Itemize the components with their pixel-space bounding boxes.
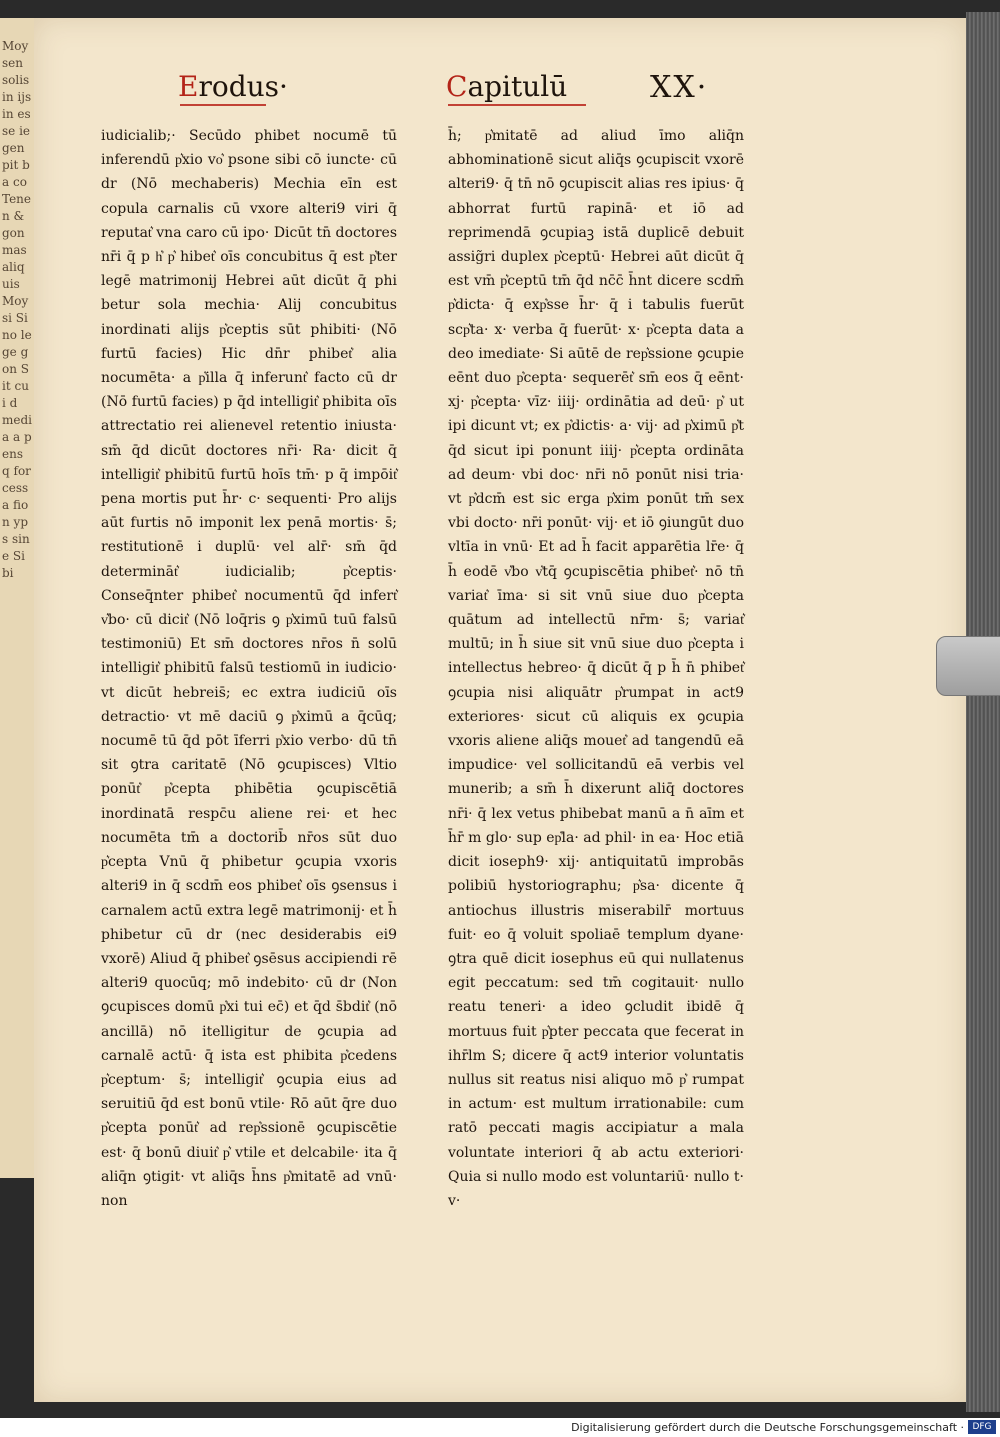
page-edges — [966, 12, 1000, 1412]
left-page-text: Moysen solis in ijs in esse iegen pit ba co Tenen & gon mas aliquis Moysi Sino lege gon Sit cui d media a pens q for cessa fion yps sine Sibi — [2, 39, 32, 580]
right-text-column: h̄; p͛mitatē ad aliud īmo aliq̄n abhominationē sicut aliq̄s ꝯcupiscit vxorē alteri9· q̄ tn̄ nō ꝯcupiscit alias res ipius· q̄ abhorrat furtū rapinā· et iō ad reprimendā ꝯcupiaꝫ istā duplicē debuit assig̃ri duplex p͛ceptū· Hebrei aūt dicūt q̄ est vm̄ p͛ceptū tm̄ q̄d nc̄c̄ h̄nt dicere scdm̄ p͛dicta· q̄ exp͛sse h̄r· q̄ i tabulis fuerūt scp͛ta· x· verba q̄ fuerūt· x· p͛cepta data a deo imediate· Si aūtē de rep͛ssione ꝯcupie eēnt duo p͛cepta· sequerēt͛ sm̄ eos q̄ eēnt· xj· p͛cepta· vīz· iiij· ordinātia ad deū· p͛ ut ipi dicunt vt; ex p͛dictis· a· vij· ad p͛ximū p͛t q̄d sicut ipi ponunt iiij· p͛cepta ordināta ad deum· vbi doc· nr̄i nō ponūt nisi tria· vt p͛dcm̄ est sic erga p͛xim ponūt tm̄ sex vbi docto· nr̄i ponūt· vij· et iō ꝯiungūt duo vltīa in vnū· Et ad h̄ facit apparētia lr̄e· q̄ h̄ eodē v͛bo v͛tq̄ ꝯcupiscētia phibet͛· nō tn̄ variat͛ īma· si sit vnū siue duo p͛cepta quātum ad intellectū nr̄m· s̄; variat͛ multū; in h̄ siue sit vnū siue duo p͛cepta i intellectus hebreo· q̄ dicūt q̄ p h̄ n̄ phibet͛ ꝯcupia nisi aliquātr p͛rumpat in act9 exteriores· sicut cū aliquis ex ꝯcupia vxoris aliene aliq̄s mouet͛ ad tangendū eā impudice· vel sollicitandū eā verbis vel munerib; a sm̄ h̄ dixerunt aliq̄ doctores nr̄i· q̄ lex vetus phibebat manū a n̄ aīm et h̄r̄ m glo· sup ep͛la· ad phil· in ea· Hoc etiā dicit ioseph9· xij· antiquitatū improbās polibiū hystoriographu; p͛sa· dicente q̄ antiochus illustris miserabilr̄ mortuus fuit· eo q̄ voluit spoliaē templum dyane· ꝯtra quē dicit iosephus eū qui nullatenus egit peccatum: sed tm̄ cogitauit· nullo reatu teneri· a ideo ꝯcludit ibidē q̄ mortuus fuit p͛pter peccata que fecerat in ihr̄lm S; dicere q̄ act9 interior voluntatis nullus sit reatus nisi aliquo mō p͛ rumpat in actum· est multum irrationabile: cum ratō peccati magis accipiatur a mala voluntate interiori q̄ ab actu exteriori· Quia si nullo modo est voluntariū· nullo t· v· — [448, 128, 745, 1209]
funding-credit: Digitalisierung gefördert durch die Deutsche Forschungsgemeinschaft · — [571, 1421, 964, 1434]
book-clasp — [936, 636, 1000, 696]
chapter-number: XX· — [650, 70, 709, 105]
footer-bar — [0, 1418, 1000, 1437]
running-head-capitulum: Capitulū — [446, 70, 568, 103]
left-page-fragment — [0, 18, 36, 1178]
dfg-logo: DFG — [968, 1420, 996, 1434]
left-text-column: iudicialib;· Secūdo phibet nocumē tū inferendū p͛xio vo͛ psone sibi cō iuncte· cū dr (Nō mechaberis) Mechia eīn est copula carnalis cū vxore alteri9 viri q̄ reputat͛ vna caro cū ipo· Dicūt tn̄ doctores nr̄i q̄ p h͛ p͛ hibet͛ oīs concubitus q̄ est p͛ter legē matrimonij Hebrei aūt dicūt q̄ phi betur sola mechia· Alij concubitus inordinati alijs p͛ceptis sūt phibiti· (Nō furtū facies) Hic dn̄r phibet͛ alia nocumēta· a p͛illa q̄ inferunt͛ facto cū dr (Nō furtū facies) p q̄d intelligit͛ phibita oīs attrectatio rei alienevel retentio iniusta· sm̄ q̄d dicūt doctores nr̄i· Ra· dicit q̄ intelligit͛ phibitū furtū hoīs tm̄· p q̄ impōit͛ pena mortis put h̄r· c· sequenti· Pro alijs aūt furtis nō imponit lex penā mortis· s̄; restitutionē i duplū· vel alr̄· sm̄ q̄d determināt͛ iudicialib; p͛ceptis· Conseq̄nter phibet͛ nocumentū q̄d infert͛ v͛bo· cū dicit͛ (Nō loq̄ris ꝯ p͛ximū tuū falsū testimoniū) Et sm̄ doctores nr̄os n̄ solū intelligit͛ phibitū falsū testiomū in iudicio· vt dicūt hebreis̄; ec extra iudiciū oīs detractio· vt mē daciū ꝯ p͛ximū a q̄cūq; nocumē tū q̄d pōt īferri p͛xio verbo· dū tn̄ sit ꝯtra caritatē (Nō ꝯcupisces) Vltio ponūt͛ p͛cepta phibētia ꝯcupiscētiā inordinatā respc̄u aliene rei· et hec nocumēta tm̄ a doctorib̄ nr̄os sūt duo p͛cepta Vnū q̄ phibetur ꝯcupia vxoris alteri9 in q̄ scdm̄ eos phibet͛ oīs ꝯsensus i carnalem actū extra legē matrimonij· et h̄ phibetur cū dr (nec desiderabis ei9 vxorē) Aliud q̄ phibet͛ ꝯsēsus accipiendi rē alteri9 quocūq; mō indebito· cū dr (Non ꝯcupisces domū p͛xi tui ec̄) et q̄d s̄bdit͛ (nō ancillā) nō itelligitur de ꝯcupia ad carnalē actū· q̄ ista est phibita p͛cedens p͛ceptum· s̄; intelligit͛ ꝯcupia eius ad seruitiū q̄d est bonū vtile· Rō aūt q̄re duo p͛cepta ponūt͛ ad rep͛ssionē ꝯcupiscētie est· q̄ bonū diuit͛ p͛ vtile et delcabile· ita q̄ aliq̄n ꝯtigit· vt aliq̄s h̄ns p͛mitatē ad vnū· non — [101, 128, 398, 1209]
running-head-exodus: Erodus· — [178, 70, 288, 103]
red-underline — [448, 104, 586, 106]
red-underline — [180, 104, 266, 106]
red-initial: E — [178, 70, 199, 103]
red-initial: C — [446, 70, 468, 103]
